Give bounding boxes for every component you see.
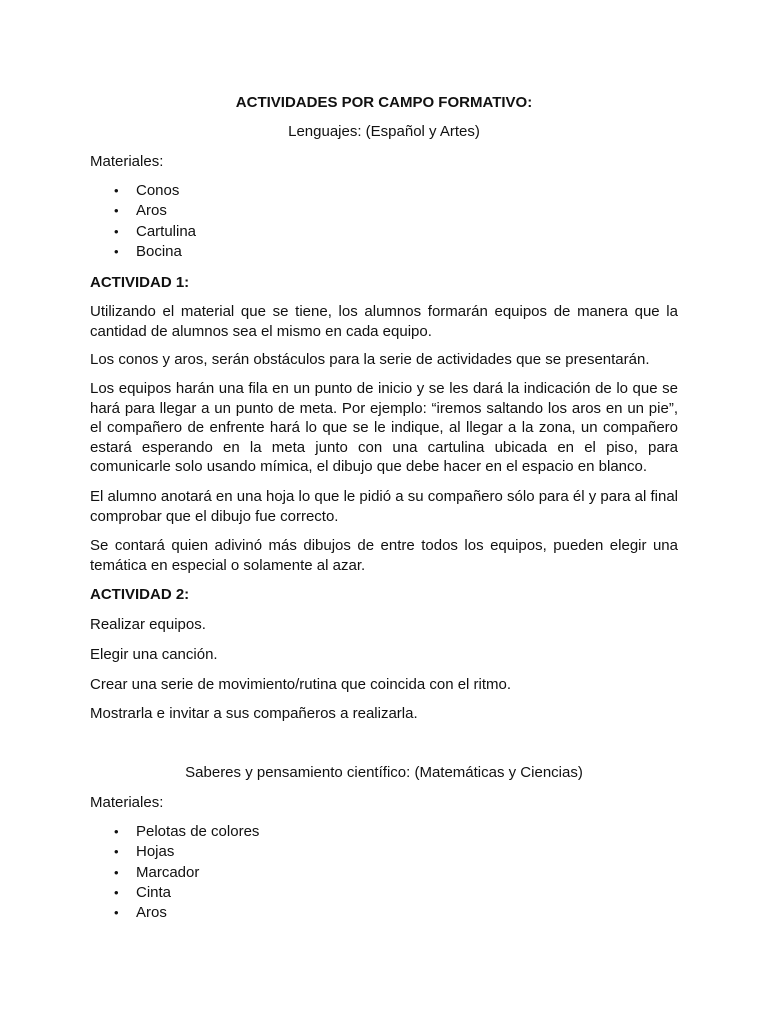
bullet-icon: • xyxy=(114,224,119,239)
material-item: Conos xyxy=(136,182,180,199)
paragraph: Los equipos harán una fila en un punto de inicio y se les dará la indicación de lo que se hará para llegar a un punto de meta. Por ejemplo: “iremos saltando los aros en un pie”, el compañero de enfrente hará lo que se le indique, al llegar a la zona, un compañero estará esperando en la meta junto con una cartulina ubicada en el piso, para comunicarle solo usando mímica, el dibujo que debe hacer en el espacio en blanco. xyxy=(90,380,678,475)
material-item: Bocina xyxy=(136,243,182,260)
bullet-icon: • xyxy=(114,865,119,880)
paragraph: El alumno anotará en una hoja lo que le pidió a su compañero sólo para él y para al final comprobar que el dibujo fue correcto. xyxy=(90,488,678,525)
list-item xyxy=(90,822,490,842)
activity-step: Realizar equipos. xyxy=(90,616,206,633)
bullet-icon: • xyxy=(114,183,119,198)
list-item xyxy=(90,222,490,242)
section-heading-saberes: Saberes y pensamiento científico: (Matemáticas y Ciencias) xyxy=(185,764,583,781)
section-heading-lenguajes: Lenguajes: (Español y Artes) xyxy=(288,123,480,140)
material-item: Aros xyxy=(136,904,167,921)
activity-heading: ACTIVIDAD 1: xyxy=(90,274,190,291)
material-item: Hojas xyxy=(136,843,175,860)
activity-step: Crear una serie de movimiento/rutina que coincida con el ritmo. xyxy=(90,676,512,693)
activity-heading: ACTIVIDAD 2: xyxy=(90,586,190,603)
bullet-icon: • xyxy=(114,824,119,839)
list-item xyxy=(90,181,490,201)
paragraph: Utilizando el material que se tiene, los alumnos formarán equipos de manera que la cantidad de alumnos sea el mismo en cada equipo. xyxy=(90,303,678,340)
material-item: Marcador xyxy=(136,864,200,881)
bullet-icon: • xyxy=(114,905,119,920)
activity-step: Mostrarla e invitar a sus compañeros a realizarla. xyxy=(90,705,418,722)
list-item xyxy=(90,242,490,262)
bullet-icon: • xyxy=(114,244,119,259)
bullet-icon: • xyxy=(114,844,119,859)
materials-label: Materiales: xyxy=(90,153,164,170)
list-item xyxy=(90,863,490,883)
list-item xyxy=(90,883,490,903)
material-item: Cartulina xyxy=(136,223,197,240)
list-item xyxy=(90,201,490,221)
material-item: Aros xyxy=(136,202,167,219)
list-item xyxy=(90,842,490,862)
bullet-icon: • xyxy=(114,885,119,900)
list-item xyxy=(90,903,490,923)
materials-label: Materiales: xyxy=(90,794,164,811)
bullet-icon: • xyxy=(114,203,119,218)
activity-step: Elegir una canción. xyxy=(90,646,218,663)
material-item: Pelotas de colores xyxy=(136,823,260,840)
paragraph: Los conos y aros, serán obstáculos para la serie de actividades que se presentarán. xyxy=(90,351,650,368)
document-title: ACTIVIDADES POR CAMPO FORMATIVO: xyxy=(235,94,533,111)
material-item: Cinta xyxy=(136,884,172,901)
paragraph: Se contará quien adivinó más dibujos de entre todos los equipos, pueden elegir una temática en especial o solamente al azar. xyxy=(90,537,678,574)
